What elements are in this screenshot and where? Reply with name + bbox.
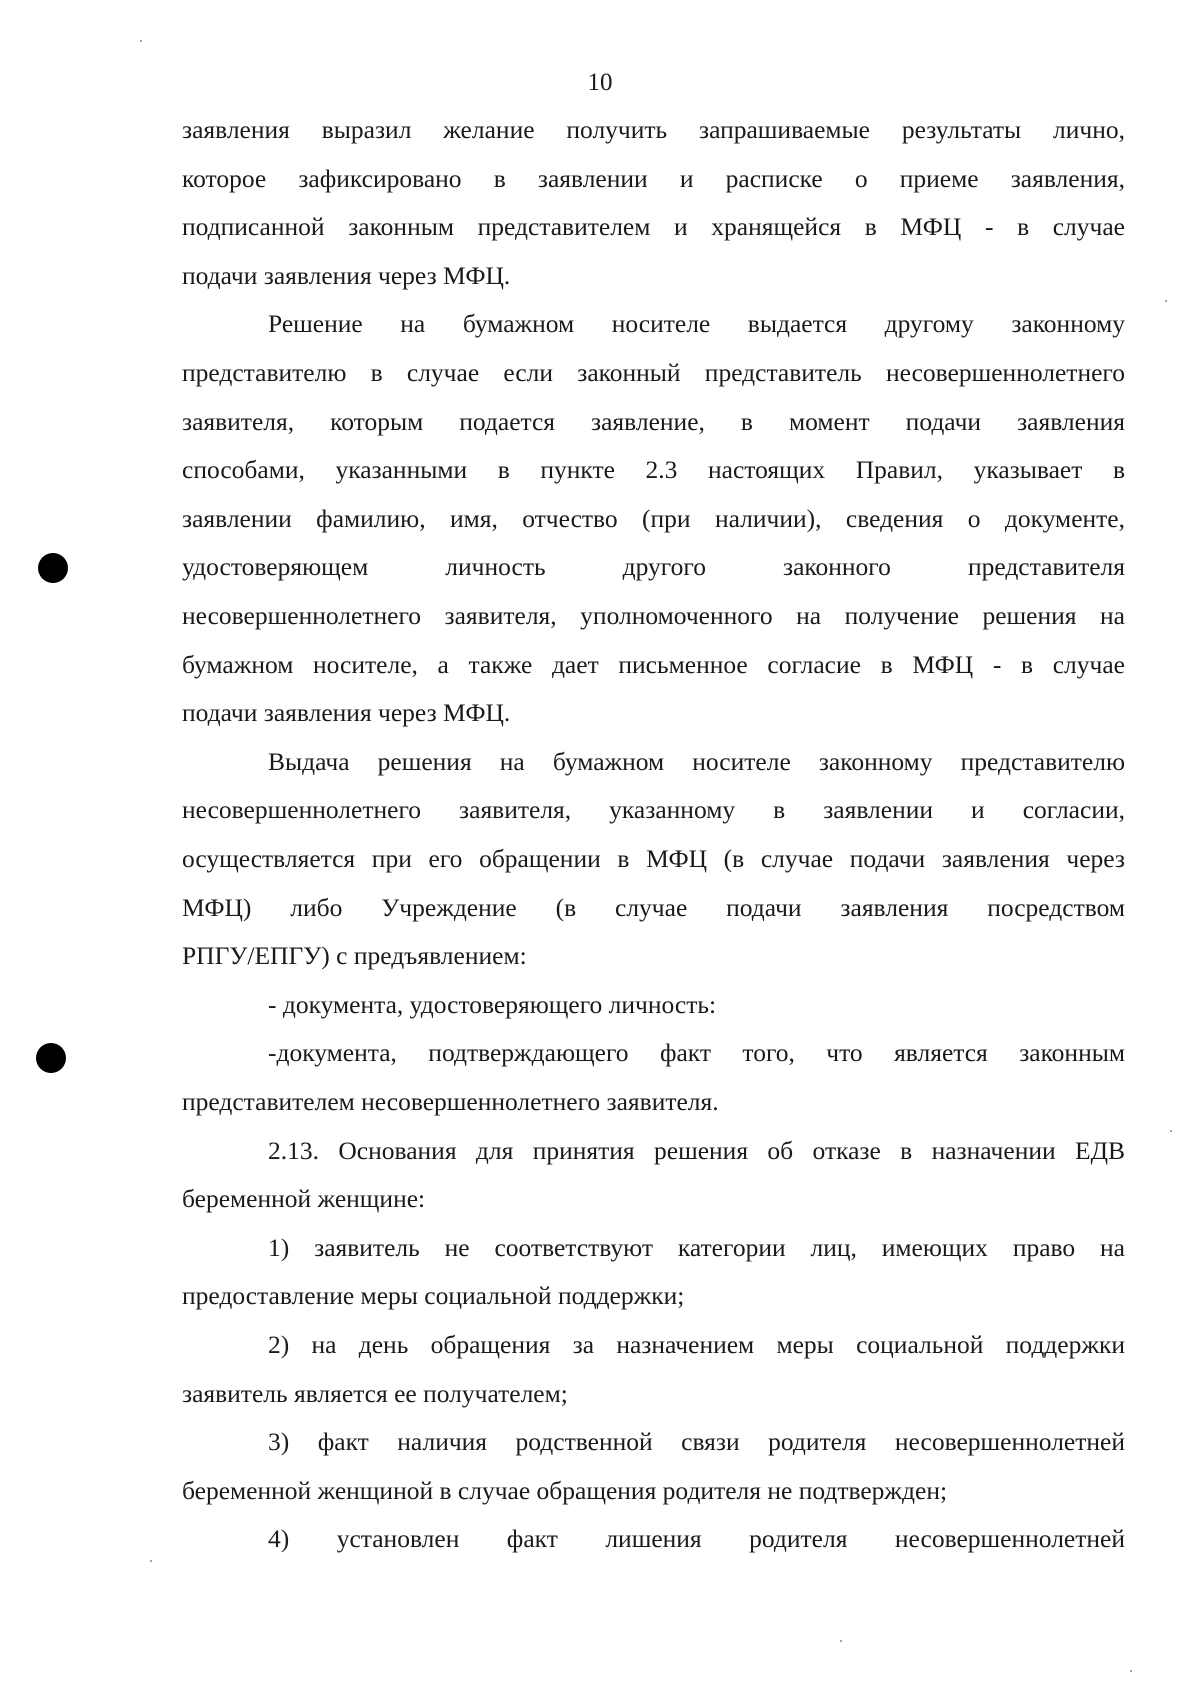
text-line: способами, указанными в пункте 2.3 настоящих Правил, указывает в (182, 455, 1125, 484)
scan-speck (1170, 1130, 1172, 1132)
text-line: подписанной законным представителем и хранящейся в МФЦ - в случае (182, 212, 1125, 241)
text-line: заявлении фамилию, имя, отчество (при наличии), сведения о документе, (182, 504, 1125, 533)
text-line: -документа, подтверждающего факт того, что является законным (268, 1038, 1125, 1067)
text-line: беременной женщиной в случае обращения родителя не подтвержден; (182, 1476, 948, 1505)
text-line: подачи заявления через МФЦ. (182, 261, 511, 290)
text-line: подачи заявления через МФЦ. (182, 698, 511, 727)
text-line: беременной женщине: (182, 1184, 426, 1213)
text-line: Выдача решения на бумажном носителе законному представителю (268, 747, 1125, 776)
text-line: 2) на день обращения за назначением меры социальной поддержки (268, 1330, 1125, 1359)
punch-hole-bottom (36, 1043, 66, 1073)
text-line: бумажном носителе, а также дает письменное согласие в МФЦ - в случае (182, 650, 1125, 679)
text-line: 2.13. Основания для принятия решения об отказе в назначении ЕДВ (268, 1136, 1125, 1165)
text-line: которое зафиксировано в заявлении и расписке о приеме заявления, (182, 164, 1125, 193)
text-line: МФЦ) либо Учреждение (в случае подачи заявления посредством (182, 893, 1125, 922)
text-line: осуществляется при его обращении в МФЦ (в случае подачи заявления через (182, 844, 1125, 873)
text-line: предоставление меры социальной поддержки; (182, 1281, 685, 1310)
scan-speck (1130, 1670, 1132, 1672)
scan-speck (150, 1560, 152, 1562)
text-line: 3) факт наличия родственной связи родителя несовершеннолетней (268, 1427, 1125, 1456)
text-line: 4) установлен факт лишения родителя несовершеннолетней (268, 1524, 1125, 1553)
text-line: представителем несовершеннолетнего заявителя. (182, 1087, 719, 1116)
text-line: удостоверяющем личность другого законного представителя (182, 552, 1125, 581)
text-line: заявления выразил желание получить запрашиваемые результаты лично, (182, 115, 1125, 144)
text-line: заявителя, которым подается заявление, в момент подачи заявления (182, 407, 1125, 436)
scan-speck (140, 40, 142, 42)
page-number: 10 (587, 69, 613, 96)
text-line: 1) заявитель не соответствуют категории лиц, имеющих право на (268, 1233, 1125, 1262)
text-line: несовершеннолетнего заявителя, указанному в заявлении и согласии, (182, 795, 1125, 824)
text-line: - документа, удостоверяющего личность: (268, 990, 717, 1019)
text-line: РПГУ/ЕПГУ) с предъявлением: (182, 941, 527, 970)
text-line: заявитель является ее получателем; (182, 1379, 568, 1408)
text-line: несовершеннолетнего заявителя, уполномоченного на получение решения на (182, 601, 1125, 630)
text-line: Решение на бумажном носителе выдается другому законному (268, 309, 1125, 338)
scan-speck (840, 1640, 842, 1642)
scan-speck (1165, 300, 1167, 302)
punch-hole-top (38, 553, 68, 583)
text-line: представителю в случае если законный представитель несовершеннолетнего (182, 358, 1125, 387)
